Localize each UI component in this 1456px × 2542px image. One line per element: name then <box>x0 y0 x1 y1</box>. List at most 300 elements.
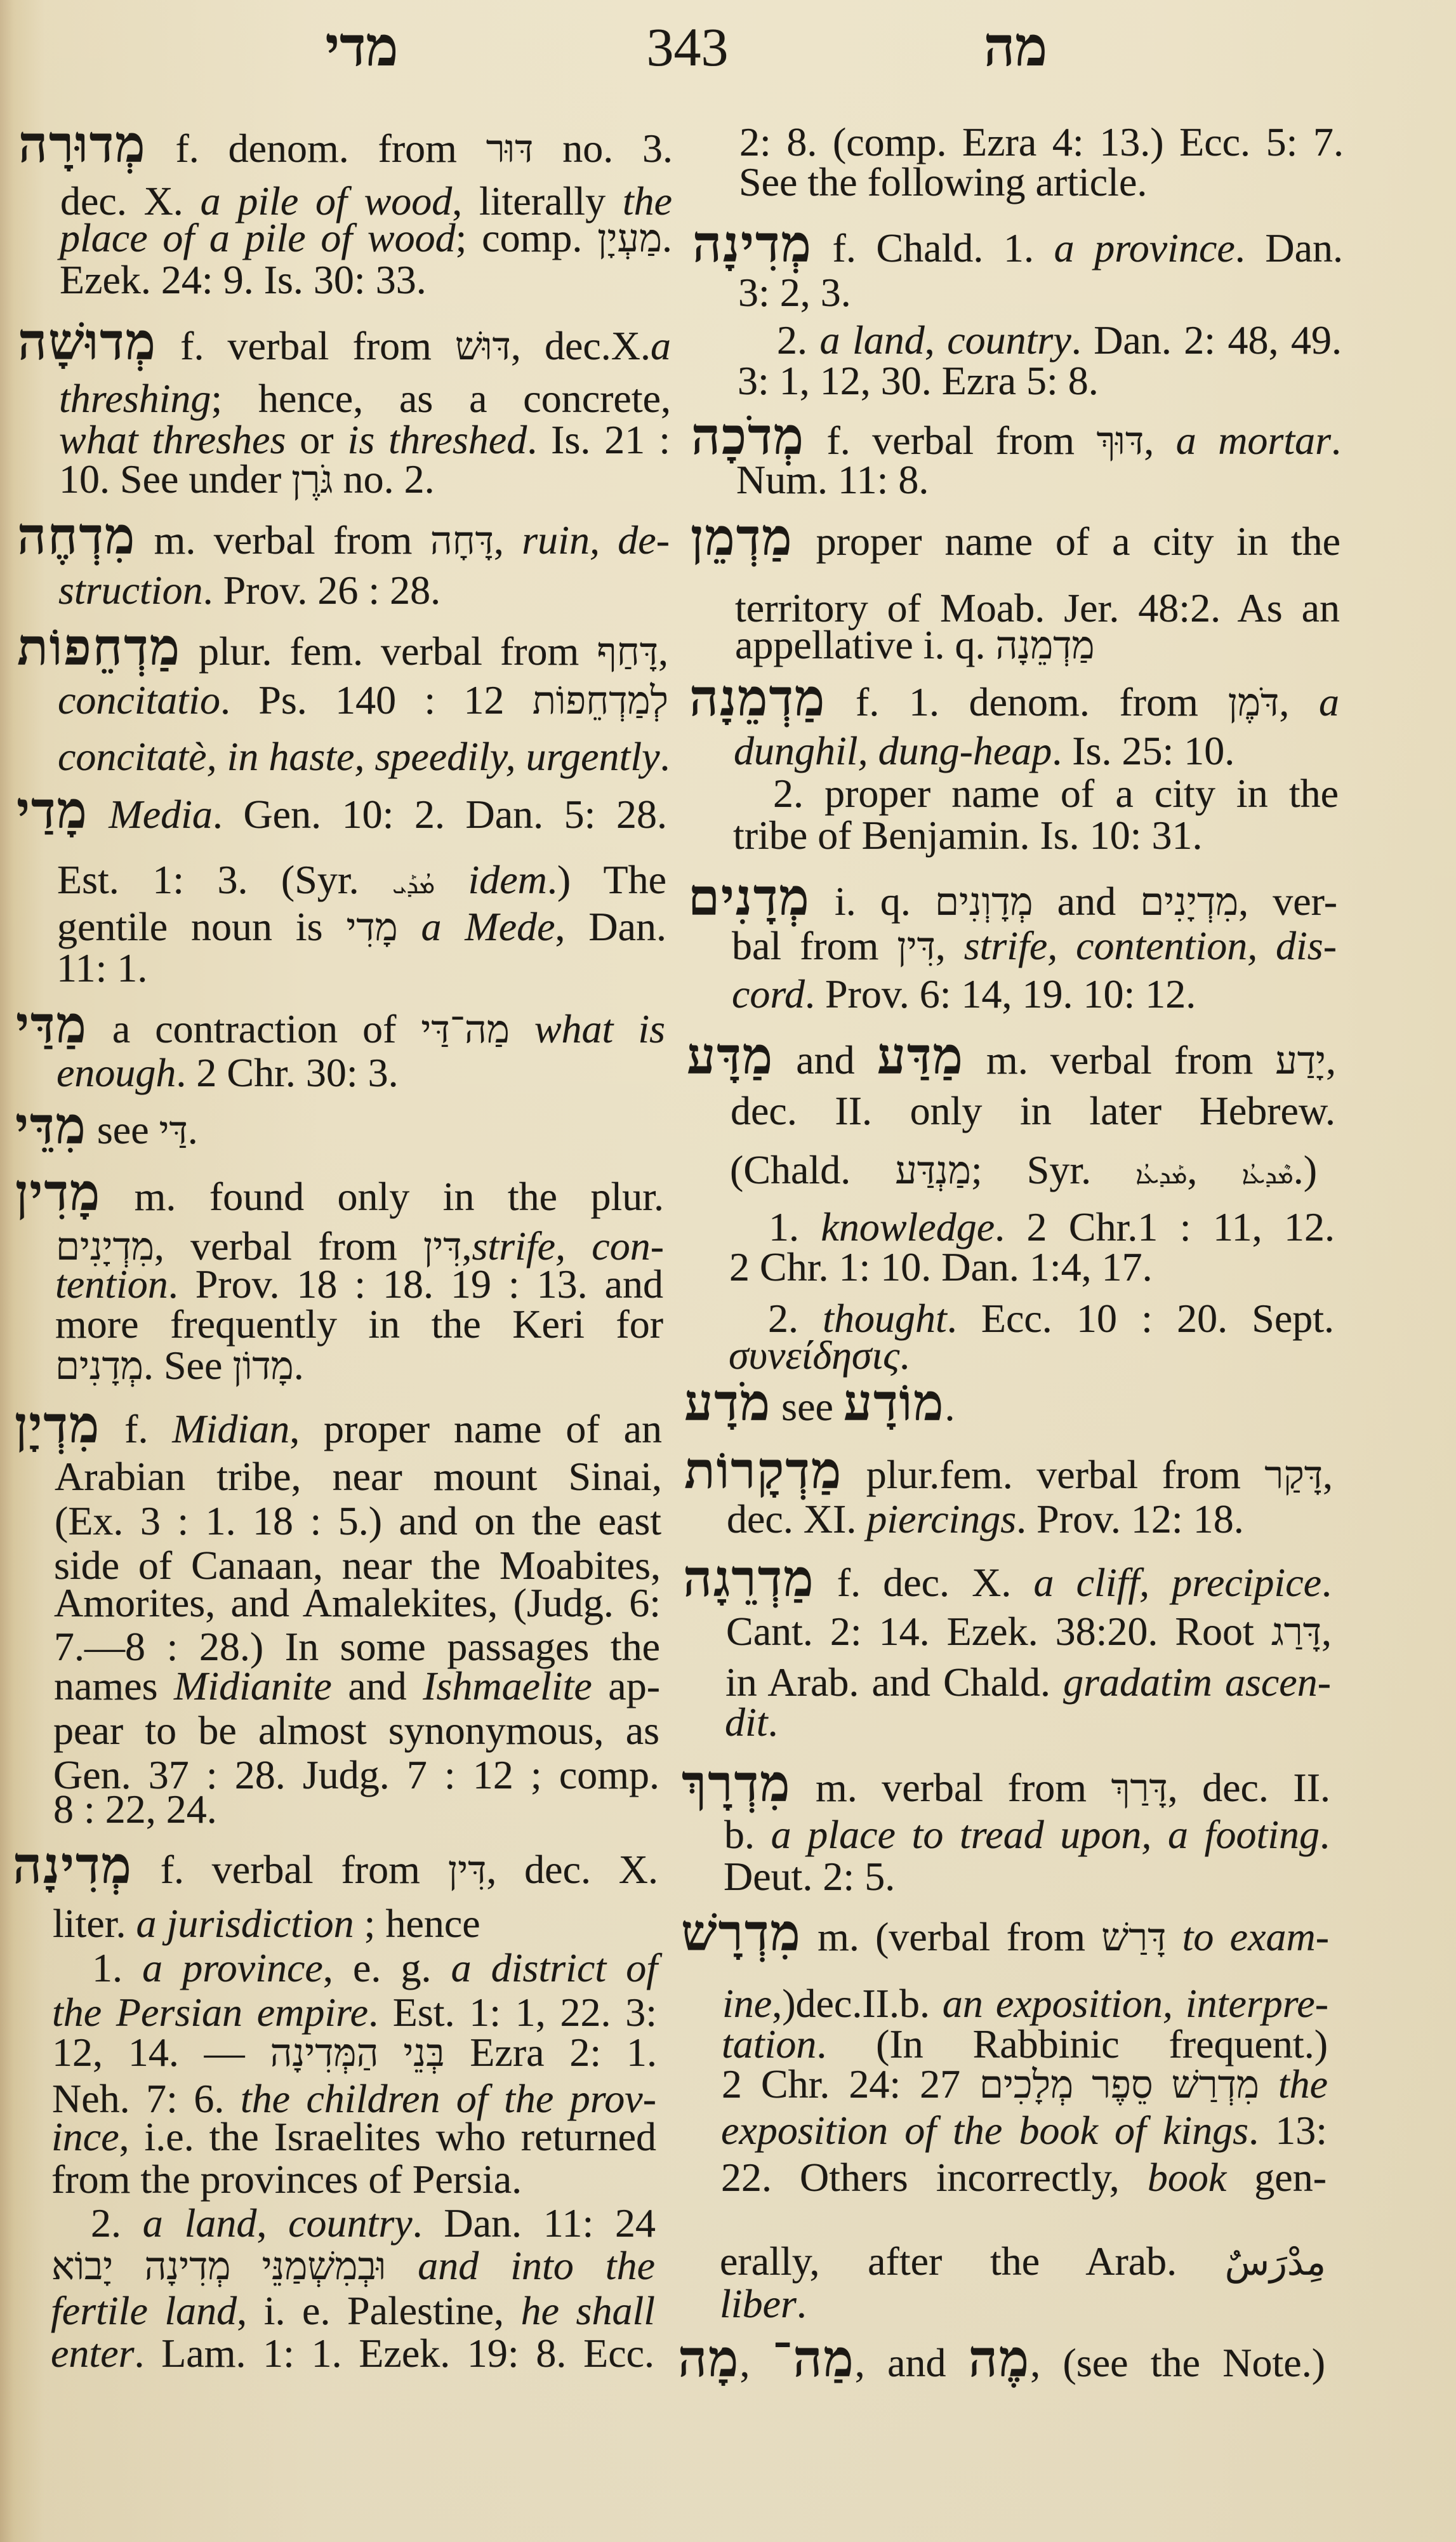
text-run: 3: 2, 3. <box>738 270 851 315</box>
hebrew-word: מָדוֹן <box>232 1345 294 1388</box>
dictionary-line <box>738 359 1342 403</box>
text-run: 8 : 22, 24. <box>53 1787 217 1832</box>
sense-line <box>769 1205 1335 1249</box>
text-run: from the provinces of Persia. <box>51 2157 522 2202</box>
italic-run: tention <box>55 1261 168 1307</box>
text-run: Est. 1: 3. (Syr. <box>57 857 393 902</box>
text-run: 2 Chr. 1: 10. Dan. 1:4, 17. <box>729 1244 1153 1289</box>
text-run: . <box>1331 418 1342 463</box>
dictionary-line <box>734 729 1339 773</box>
italic-run: dunghil, dung-heap <box>734 728 1052 773</box>
text-run: ; Syr. <box>970 1147 1136 1192</box>
italic-run: country <box>947 317 1071 363</box>
headword: מֹדָע <box>684 1376 772 1432</box>
text-run: . 13: <box>1248 2108 1328 2153</box>
text-run: 1. <box>92 1945 143 1990</box>
text-run: no. 2. <box>333 456 435 502</box>
text-run: . Dan. <box>1234 225 1343 270</box>
text-run: ; comp. <box>455 215 598 260</box>
text-run: 12, 14. — <box>52 2030 270 2075</box>
italic-run: Media <box>109 792 213 837</box>
italic-run: book <box>1147 2155 1227 2200</box>
italic-run: thought <box>823 1296 947 1341</box>
headword-line <box>691 409 1342 465</box>
headword: מְדָנִים <box>688 870 811 926</box>
text-run: 2. proper name of a city in the <box>773 771 1339 816</box>
text-run: (Chald. <box>730 1147 896 1192</box>
text-run: Arabian tribe, near mount Sinai, <box>55 1454 662 1499</box>
headword: מַדְמֵנָה <box>689 671 826 727</box>
dictionary-line <box>730 1148 1317 1192</box>
text-run: , <box>493 517 522 562</box>
headword: מְדִינָה <box>692 217 812 273</box>
italic-run: he shall <box>520 2288 656 2333</box>
italic-run: idem <box>468 857 547 902</box>
text-run: . <box>899 1333 910 1378</box>
headword: מִדְרָשׁ <box>681 1906 802 1962</box>
text-run: dec. II. only in later Hebrew. <box>731 1088 1335 1133</box>
hebrew-word: וּבְמִשְׁמַנֵּי מְדִינָה יָבוֹא <box>51 2246 387 2288</box>
headword: מְדוּרָה <box>18 117 147 173</box>
text-run: . See <box>143 1343 233 1388</box>
text-run: . Is. 25: 10. <box>1052 728 1235 773</box>
italic-run: to exam- <box>1182 1914 1330 1959</box>
headword: מוֹדָע <box>843 1376 945 1432</box>
text-run: side of Canaan, near the Moabites, <box>54 1543 661 1588</box>
text-run: See the following article. <box>739 159 1148 204</box>
text-run: , <box>935 923 964 968</box>
text-run: (Ex. 3 : 1. 18 : 5.) and on the east <box>55 1498 661 1543</box>
text-run: gentile noun is <box>57 904 347 949</box>
text-run: m. (verbal from <box>801 1914 1102 1959</box>
hebrew-word: מַעְיָן <box>597 218 663 260</box>
italic-run: dit <box>725 1700 768 1745</box>
text-run: , dec. II. <box>1167 1765 1331 1810</box>
text-run: 2. <box>768 1296 823 1341</box>
text-run: . Prov. 6: 14, 19. 10: 12. <box>804 971 1196 1016</box>
italic-run: place of a pile of wood <box>60 215 456 260</box>
text-run: proper name of a city in the <box>793 519 1340 564</box>
dictionary-line <box>722 2062 1328 2106</box>
text-run: liter. <box>53 1901 136 1946</box>
text-run: f. verbal from <box>132 1847 448 1892</box>
dictionary-line <box>724 1813 1330 1857</box>
headword: מַדַּי <box>16 998 88 1054</box>
headword: מַדָּע <box>687 1029 774 1085</box>
hebrew-word: דָּרַג <box>1271 1611 1321 1654</box>
text-run: . <box>944 1384 955 1429</box>
text-run: Deut. 2: 5. <box>724 1854 896 1899</box>
text-run: 2. <box>91 2200 143 2246</box>
text-run: 3: 1, 12, 30. Ezra 5: 8. <box>738 358 1099 403</box>
italic-run: strife, con- <box>472 1223 665 1268</box>
headword: מְדִינָה <box>13 1839 133 1894</box>
headword-line <box>684 1376 1334 1432</box>
headword-line <box>689 671 1340 727</box>
text-run: see <box>86 1107 159 1152</box>
italic-run: and into the <box>418 2243 655 2288</box>
dictionary-line <box>739 120 1344 164</box>
text-run: . 2 Chr. 30: 3. <box>176 1050 399 1095</box>
hebrew-word: מַדְמֵנָה <box>995 625 1095 667</box>
text-run: . Is. 21 : <box>527 417 670 462</box>
headword: מַדְקָרוֹת <box>684 1444 843 1500</box>
hebrew-word: דָּרַךְ <box>1111 1767 1168 1810</box>
text-run: ; hence <box>354 1901 480 1946</box>
italic-run: ruin, de- <box>522 517 670 562</box>
text-run: , dec.X. <box>510 323 651 368</box>
text-run: territory of Moab. Jer. 48:2. As an <box>735 585 1340 630</box>
italic-run: threshing <box>59 376 211 421</box>
text-run: f. <box>100 1406 173 1451</box>
text-run: plur.fem. verbal from <box>842 1452 1265 1497</box>
headword-line <box>681 1906 1330 1962</box>
text-run: Ezek. 24: 9. Is. 30: 33. <box>60 257 427 302</box>
italic-run: a district of <box>451 1945 658 1990</box>
dictionary-line <box>733 813 1338 858</box>
italic-run: what is <box>534 1006 665 1051</box>
italic-run: what threshes <box>59 417 286 462</box>
italic-run: fertile land <box>51 2288 237 2333</box>
italic-run: a <box>1319 679 1340 724</box>
text-run: , <box>256 2200 289 2246</box>
headword: מְדֹכָה <box>691 409 805 465</box>
text-run: . 2 Chr.1 : 11, 12. <box>995 1204 1335 1249</box>
text-run: b. <box>724 1812 771 1857</box>
text-run: . Est. 1: 1, 22. 3: <box>368 1990 657 2035</box>
hebrew-word: דּוּר <box>486 128 534 171</box>
text-run: . <box>293 1343 304 1388</box>
hebrew-word: דָּרַשׁ <box>1101 1917 1167 1959</box>
text-run: f. denom. from <box>146 126 486 171</box>
text-run: f. verbal from <box>805 418 1097 463</box>
text-run: pear to be almost synonymous, as <box>53 1708 659 1753</box>
italic-run: liber <box>720 2281 797 2326</box>
text-run: and <box>774 1037 877 1082</box>
hebrew-word: מָדִי <box>346 907 398 949</box>
text-run: , ver- <box>1238 879 1338 924</box>
italic-run: struction <box>58 568 203 613</box>
dictionary-line <box>721 2108 1327 2153</box>
text-run: m. verbal from <box>136 517 430 562</box>
hebrew-word: דָּחַף <box>597 631 658 674</box>
text-run: , proper name of an <box>289 1406 662 1451</box>
text-run: . Dan. 2: 48, 49. <box>1071 317 1342 363</box>
headword: מָדַי <box>17 783 88 839</box>
sense-line <box>773 771 1339 816</box>
headword-line <box>688 870 1338 926</box>
text-run: , <box>924 317 948 363</box>
text-run: see <box>771 1384 844 1429</box>
hebrew-word: דִּין <box>423 1226 462 1268</box>
text-run: dec. XI. <box>727 1496 867 1541</box>
headword: מִדְחֶה <box>17 509 136 565</box>
hebrew-word: דִּין <box>897 926 936 968</box>
text-run: . <box>767 1700 778 1745</box>
italic-run: the <box>622 178 673 223</box>
italic-run: gradatim ascen- <box>1063 1660 1332 1705</box>
headword-line <box>683 1552 1332 1607</box>
italic-run: a place to tread upon, a footing <box>771 1812 1320 1857</box>
hebrew-word: מִדְרַשׁ סֵפֶר מְלָכִים <box>979 2064 1259 2106</box>
dictionary-line <box>726 1609 1332 1654</box>
text-run: f. dec. X. <box>814 1560 1034 1605</box>
text-run: Neh. 7: 6. <box>52 2076 241 2121</box>
hebrew-word: מַה־דַּי <box>421 1009 510 1051</box>
dictionary-line <box>720 2282 1325 2326</box>
text-run: a contraction of <box>87 1006 421 1051</box>
text-run: , <box>1323 1452 1333 1497</box>
italic-run: enough <box>56 1050 176 1095</box>
italic-run: ine <box>722 1981 772 2026</box>
italic-run: ince <box>51 2114 119 2159</box>
hebrew-word: דָּקַר <box>1264 1454 1323 1497</box>
text-run: , and <box>854 2340 969 2385</box>
text-run: m. found only in the plur. <box>101 1174 664 1219</box>
text-run: and <box>1033 879 1141 924</box>
text-run: ,)dec.II.b. <box>772 1981 943 2026</box>
text-run: .) <box>1293 1147 1317 1192</box>
italic-run: Ishmaelite <box>423 1663 592 1708</box>
dictionary-line <box>721 2155 1327 2200</box>
italic-run: the children of the prov- <box>240 2076 656 2121</box>
hebrew-word: מְדָנִים <box>55 1345 143 1388</box>
italic-run: an exposition, interpre- <box>942 1981 1329 2026</box>
text-run: . <box>796 2281 807 2326</box>
hebrew-word: דִּין <box>447 1849 487 1892</box>
text-run: , Dan. <box>555 904 667 949</box>
dictionary-line <box>732 972 1337 1016</box>
headword-line <box>678 2332 1326 2388</box>
text-run: plur. fem. verbal from <box>181 629 597 674</box>
headword: מִדְיָן <box>15 1398 101 1454</box>
dictionary-line <box>722 2022 1328 2066</box>
text-run: and <box>331 1663 423 1708</box>
headword-line <box>682 1757 1331 1813</box>
text-run: appellative i. q. <box>735 622 996 667</box>
dictionary-line <box>735 623 1340 667</box>
text-run: 2: 8. (comp. Ezra 4: 13.) Ecc. 5: 7. <box>739 119 1344 164</box>
headword: מַה־ <box>772 2332 855 2388</box>
text-run: , <box>1144 418 1176 463</box>
dictionary-line <box>720 2239 1326 2284</box>
text-run: f. verbal from <box>157 323 456 368</box>
text-run: . Ps. 140 : 12 <box>220 677 533 722</box>
headword: מַדְחֵפוֹת <box>17 620 182 676</box>
italic-run: a <box>651 323 671 368</box>
dictionary-line <box>736 458 1341 502</box>
text-run: . Dan. 11: 24 <box>412 2200 656 2246</box>
hebrew-word: דַּי <box>159 1110 188 1152</box>
text-run: . (In Rabbinic frequent.) <box>816 2021 1328 2066</box>
hebrew-word: מַנְדַּע <box>895 1150 971 1192</box>
text-run: , i. e. Palestine, <box>237 2288 521 2333</box>
text-run: 1. <box>769 1204 821 1249</box>
dictionary-line <box>731 1089 1335 1133</box>
text-run: . <box>1320 1812 1330 1857</box>
text-run: Num. 11: 8. <box>736 457 929 502</box>
text-run: . Lam. 1: 1. Ezek. 19: 8. Ecc. <box>134 2331 654 2376</box>
italic-run: a land <box>819 317 925 363</box>
text-run: , <box>1187 1147 1242 1192</box>
text-run: , <box>1321 1609 1332 1654</box>
text-run: gen- <box>1226 2155 1327 2200</box>
text-run: , dec. X. <box>486 1847 659 1892</box>
italic-run: is threshed <box>347 417 527 462</box>
text-run: or <box>286 417 348 462</box>
text-run: . Ecc. 10 : 20. Sept. <box>946 1296 1335 1341</box>
text-run: 7.—8 : 28.) In some passages the <box>54 1624 660 1669</box>
dictionary-line <box>729 1333 1334 1378</box>
text-run <box>1166 1914 1182 1959</box>
arabic-word: مِدْرَسٌ <box>1224 2241 1326 2284</box>
text-run: . Prov. 18 : 18. 19 : 13. and <box>168 1261 663 1307</box>
text-run: ap- <box>592 1663 660 1708</box>
text-run: tribe of Benjamin. Is. 10: 31. <box>733 813 1203 858</box>
italic-run: strife, contention, dis- <box>963 923 1337 968</box>
text-run: . <box>187 1107 198 1152</box>
text-run <box>1259 2061 1278 2106</box>
hebrew-word: מִדְיָנִים <box>56 1226 154 1268</box>
text-run: f. 1. denom. from <box>826 679 1228 724</box>
sense-line <box>777 318 1342 363</box>
text-run: i. q. <box>810 879 936 924</box>
italic-run: a jurisdiction <box>136 1901 354 1946</box>
headword-line <box>684 1444 1333 1500</box>
syriac-word: ܡܳܕܰܝ <box>392 871 435 900</box>
guide-word-right: מה <box>983 17 1048 77</box>
text-run: . Prov. 26 : 28. <box>202 568 441 613</box>
text-run: , <box>461 1223 472 1268</box>
text-run: dec. X. <box>60 178 201 223</box>
dictionary-line <box>729 1245 1335 1289</box>
hebrew-word: מְדָוְנִים <box>935 881 1033 924</box>
italic-run: enter <box>51 2331 135 2376</box>
italic-run: cord <box>732 971 805 1016</box>
text-run: , verbal from <box>154 1223 423 1268</box>
hebrew-word: יָדַע <box>1275 1040 1326 1082</box>
dictionary-line <box>722 1981 1328 2026</box>
hebrew-word: דּוּשׁ <box>455 326 511 368</box>
hebrew-word: דָּחָה <box>430 520 494 562</box>
text-run: in Arab. and Chald. <box>725 1660 1064 1705</box>
italic-run: the <box>1278 2061 1328 2106</box>
text-run: , i.e. the Israelites who returned <box>119 2114 656 2159</box>
text-run: erally, after the Arab. <box>720 2239 1225 2284</box>
italic-run: a cliff, precipice <box>1033 1560 1322 1605</box>
italic-run: a Mede <box>421 904 555 949</box>
hebrew-word: דּוּךְ <box>1096 420 1144 463</box>
dictionary-line <box>727 1497 1332 1541</box>
text-run: . <box>659 734 670 779</box>
dictionary-line <box>725 1700 1330 1745</box>
headword-line <box>692 217 1343 273</box>
text-run: 2. <box>777 317 820 363</box>
dictionary-line <box>732 924 1337 968</box>
text-run: . Prov. 12: 18. <box>1016 1496 1244 1541</box>
italic-run: a province <box>1054 225 1235 270</box>
italic-run: concitatè, in haste, speedily, urgently <box>58 734 660 779</box>
headword-line <box>691 510 1340 566</box>
italic-run: knowledge <box>821 1204 995 1249</box>
text-run: , literally <box>452 178 623 223</box>
hebrew-word: בְּנֵי הַמְּדִינָה <box>270 2032 445 2075</box>
text-run: , <box>739 2340 772 2385</box>
italic-run: exposition of the book of kings <box>721 2108 1249 2153</box>
text-run: Gen. 37 : 28. Judg. 7 : 12 ; comp. <box>53 1752 659 1797</box>
text-run: Amorites, and Amalekites, (Judg. 6: <box>54 1580 661 1625</box>
headword: מַדְרֵגָה <box>683 1552 815 1607</box>
text-run: no. 3. <box>533 126 673 171</box>
italic-run: a province <box>142 1945 323 1990</box>
text-run: Cant. 2: 14. Ezek. 38:20. Root <box>726 1609 1271 1654</box>
headword: מָדִין <box>15 1166 102 1221</box>
text-run: 11: 1. <box>56 945 148 990</box>
italic-run: country <box>288 2200 413 2246</box>
text-run: , <box>658 629 668 674</box>
page-number: 343 <box>646 17 729 77</box>
text-run: , <box>1279 679 1320 724</box>
headword: מִדֵּי <box>15 1099 87 1155</box>
text-run: . Gen. 10: 2. Dan. 5: 28. <box>212 792 668 837</box>
text-run: 10. See under <box>59 456 292 502</box>
text-run: . <box>662 215 673 260</box>
syriac-word: ܡܶܕܥܳܐ <box>1241 1161 1294 1190</box>
text-run: , <box>1326 1037 1336 1082</box>
italic-run: concitatio <box>58 677 220 722</box>
italic-run: a mortar <box>1175 418 1332 463</box>
headword: מְדוּשָׁה <box>18 315 157 371</box>
italic-run: tation <box>722 2021 817 2066</box>
text-run: . <box>1321 1560 1332 1605</box>
italic-run: the Persian empire <box>52 1990 369 2035</box>
text-run: f. Chald. 1. <box>812 225 1054 270</box>
hebrew-word: גֹּרֶן <box>291 459 333 502</box>
text-run: .) The <box>546 857 666 902</box>
text-run: more frequently in the Keri for <box>55 1301 663 1347</box>
hebrew-word: דֹּמֶן <box>1228 682 1280 724</box>
dictionary-line <box>739 160 1343 204</box>
headword: מָה <box>678 2332 740 2388</box>
italic-run: a pile of wood <box>200 178 453 223</box>
italic-run: Midian <box>172 1406 290 1451</box>
text-run: Ezra 2: 1. <box>444 2030 658 2075</box>
dictionary-line <box>738 270 1342 315</box>
text-run: bal from <box>732 923 897 968</box>
text-run: m. verbal from <box>963 1037 1276 1082</box>
dictionary-line <box>725 1660 1331 1705</box>
syriac-word: ܡܰܕܥܳܐ <box>1135 1161 1188 1190</box>
hebrew-word: מִדְיָנִים <box>1140 881 1239 924</box>
italic-run: piercings <box>866 1496 1017 1541</box>
hebrew-word: לְמַדְחֵפוֹת <box>532 680 668 722</box>
text-run: m. verbal from <box>791 1765 1111 1810</box>
headword: מֶה <box>968 2332 1031 2388</box>
greek-word: συνείδησις <box>729 1333 900 1378</box>
italic-run: a land <box>142 2200 257 2246</box>
headword-line <box>687 1029 1336 1085</box>
text-run: 22. Others incorrectly, <box>721 2155 1148 2200</box>
text-run: , (see the Note.) <box>1030 2340 1326 2385</box>
dictionary-line <box>724 1854 1329 1899</box>
headword: מַדְמֵן <box>691 510 793 566</box>
headword: מַדַּע <box>877 1029 964 1085</box>
text-run: names <box>54 1663 174 1708</box>
headword: מִדְרָךְ <box>682 1757 791 1813</box>
text-run: ; hence, as a concrete, <box>211 376 671 421</box>
guide-word-left: מדי <box>325 17 399 77</box>
text-run: , e. g. <box>322 1945 451 1990</box>
